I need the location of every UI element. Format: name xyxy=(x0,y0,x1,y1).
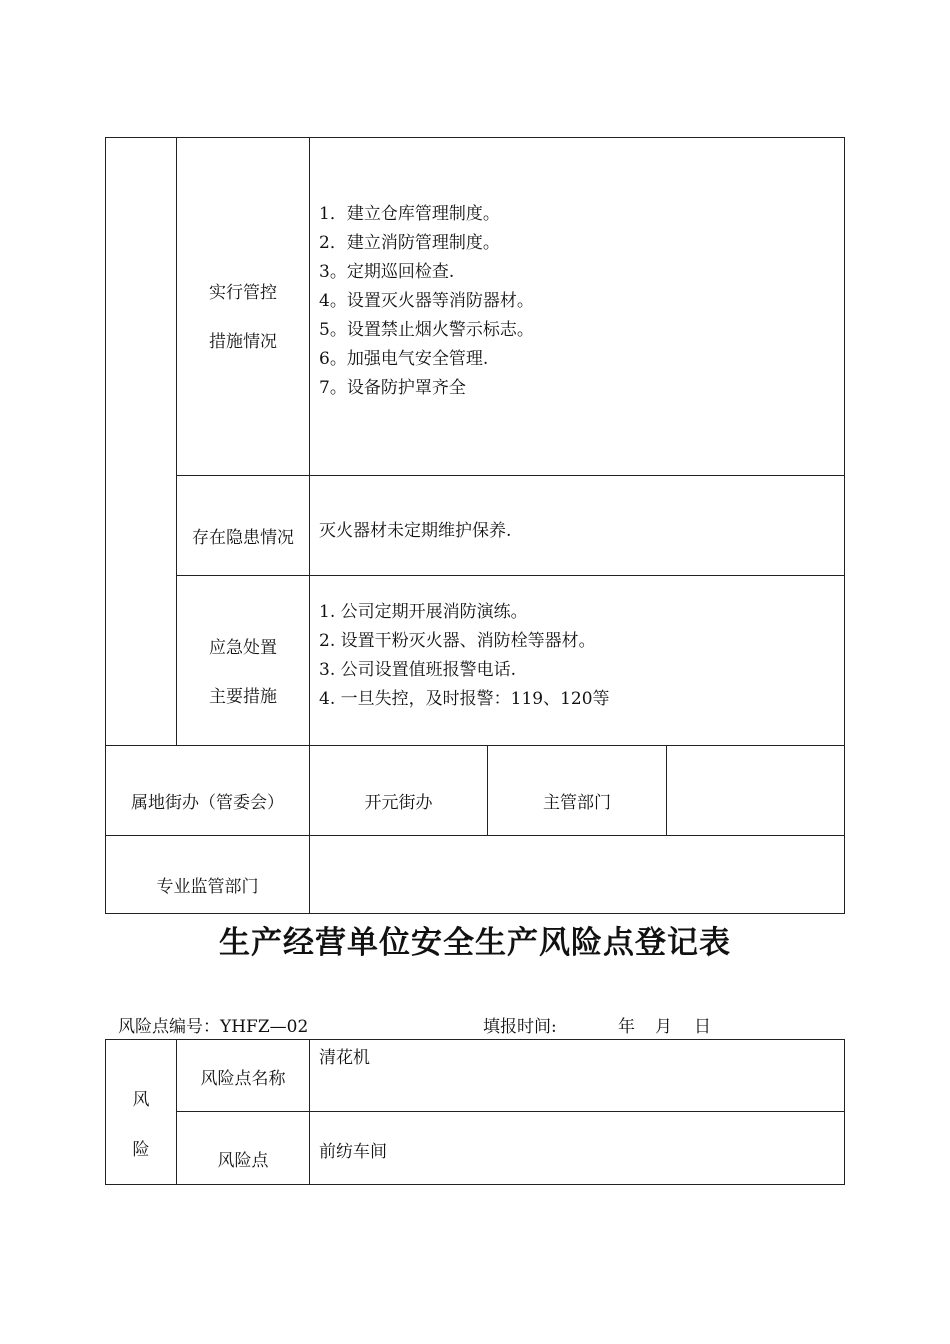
emergency-label-line2: 主要措施 xyxy=(209,687,277,707)
list-item: 3. 公司设置值班报警电话. xyxy=(319,660,517,680)
list-item: 3。定期巡回检查. xyxy=(319,262,455,282)
risk-point-value: 前纺车间 xyxy=(319,1142,387,1162)
risk-name-label: 风险点名称 xyxy=(200,1069,286,1089)
supervising-dept-label: 主管部门 xyxy=(543,793,611,813)
emergency-label xyxy=(177,633,309,707)
measures-label xyxy=(177,278,309,352)
measures-list xyxy=(319,200,534,403)
report-date-label: 填报时间: xyxy=(483,1017,557,1037)
street-office-label: 属地街办（管委会） xyxy=(131,793,284,813)
list-item: 1．建立仓库管理制度。 xyxy=(319,204,500,224)
hazard-text: 灭火器材未定期维护保养. xyxy=(319,521,512,541)
street-office-value: 开元街办 xyxy=(364,793,433,813)
risk-code: 风险点编号：YHFZ—02 xyxy=(118,1017,309,1037)
page-title: 生产经营单位安全生产风险点登记表 xyxy=(219,925,731,961)
list-item: 2．建立消防管理制度。 xyxy=(319,233,500,253)
measures-label-line1: 实行管控 xyxy=(209,283,277,303)
emergency-list xyxy=(319,598,610,714)
list-item: 4。设置灭火器等消防器材。 xyxy=(319,291,534,311)
month-label: 月 xyxy=(655,1017,672,1037)
list-item: 4. 一旦失控，及时报警：119、120等 xyxy=(319,689,610,709)
risk-group-char-2: 险 xyxy=(132,1140,150,1160)
year-label: 年 xyxy=(618,1017,635,1037)
risk-group-char-1: 风 xyxy=(132,1090,150,1110)
hazard-label: 存在隐患情况 xyxy=(192,528,294,548)
list-item: 7。设备防护罩齐全 xyxy=(319,378,466,398)
list-item: 6。加强电气安全管理. xyxy=(319,349,489,369)
list-item: 5。设置禁止烟火警示标志。 xyxy=(319,320,534,340)
list-item: 2. 设置干粉灭火器、消防栓等器材。 xyxy=(319,631,596,651)
emergency-label-line1: 应急处置 xyxy=(209,638,277,658)
supervision-dept-label: 专业监管部门 xyxy=(156,877,259,897)
risk-name-value: 清花机 xyxy=(319,1048,370,1068)
measures-label-line2: 措施情况 xyxy=(209,332,277,352)
list-item: 1. 公司定期开展消防演练。 xyxy=(319,602,528,622)
risk-point-label: 风险点 xyxy=(217,1151,269,1171)
day-label: 日 xyxy=(694,1017,711,1037)
